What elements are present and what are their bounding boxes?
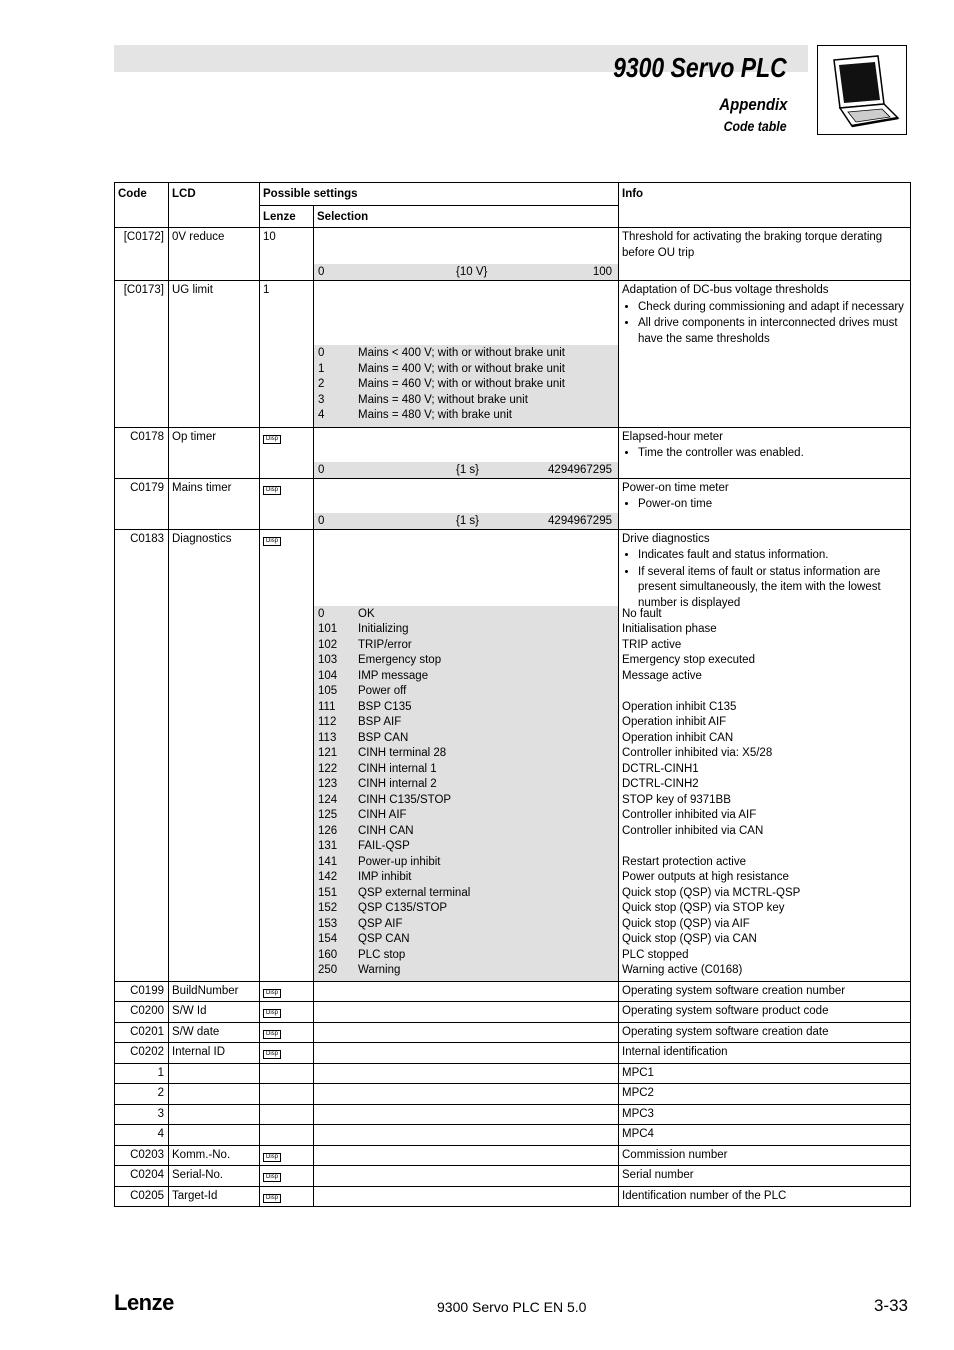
- disp-badge: Disp: [263, 1009, 281, 1018]
- list-item: [622, 839, 907, 855]
- disp-badge: Disp: [263, 1030, 281, 1039]
- list-item: 0 OK: [318, 607, 375, 620]
- subsection-title: Code table: [724, 118, 787, 134]
- list-item: Quick stop (QSP) via STOP key: [622, 902, 785, 914]
- table-row: [C0173] UG limit 1 0 Mains < 400 V; with or without brake unit 1 Mains = 400 V; with or without brake unit 2 Mains = 460 V; with or without brake unit 3 Mains = 480 V; without brake unit 4 Mains = 480 V; with brake unit Adaptation of DC-bus voltage thresholds • Check during commissioning and adapt if necessary • All drive components in interconnected drives must have the same thresholds: [115, 281, 911, 428]
- laptop-icon: [817, 45, 907, 135]
- table-row: C0178 Op timer Disp 0 {1 s} 4294967295 Elapsed-hour meter • Time the controller was enabled.: [115, 427, 911, 478]
- value-range: 0 {1 s} 4294967295: [314, 462, 618, 478]
- list-item: 126 CINH CAN: [318, 824, 414, 837]
- list-item: 121 CINH terminal 28: [318, 747, 447, 759]
- header-lcd: LCD: [169, 183, 260, 228]
- list-item: Message active: [622, 669, 702, 682]
- list-item: Emergency stop executed: [622, 654, 755, 666]
- list-item: No fault: [622, 607, 662, 620]
- disp-badge: Disp: [263, 1153, 281, 1162]
- table-row: C0203 Komm.-No. Disp Commission number: [115, 1145, 911, 1166]
- table-row: C0199 BuildNumber Disp Operating system software creation number: [115, 981, 911, 1002]
- list-item: 131 FAIL-QSP: [318, 840, 410, 852]
- list-item: Restart protection active: [622, 855, 747, 868]
- list-item: 113 BSP CAN: [318, 731, 409, 744]
- table-row: C0183 Diagnostics Disp 0 OK 101 Initializing 102 TRIP/error 103 Emergency stop 104 IMP message 105 Power off 111 BSP C135 112 BSP AIF 113 BSP CAN 121 CINH terminal 28 122 CINH internal 1 123 CINH internal 2 124 CINH C135/STOP 125 CINH AIF 126 CINH CAN 131 FAIL-QSP 141 Power-up inhibit 142 IMP inhibit 151 QSP external terminal 152 QSP C135/STOP 153 QSP AIF 154 QSP CAN 160 PLC stop 250 Warning Drive diagnostics • Indicates fault and status information. • If several items of fault or status information are present simultaneously, the item with the lowest number is displayed No fault Initialisation phase TRIP active Emergency stop executed Message active Operation inhibit C135 Operation inhibit AIF Operation inhibit CAN Controller inhibited via: X5/28 DCTRL-CINH1 DCTRL-CINH2 STOP key of 9371BB Controller inhibited via AIF Controller inhibited via CAN Restart protection active Power outputs at high resistance Quick stop (QSP) via MCTRL-QSP Quick stop (QSP) via STOP key Quick stop (QSP) via AIF Quick stop (QSP) via CAN PLC stopped Warning active (C0168): [115, 529, 911, 981]
- list-item: 122 CINH internal 1: [318, 762, 437, 775]
- page-number: 3-33: [873, 1296, 908, 1315]
- list-item: 125 CINH AIF: [318, 809, 407, 821]
- list-item: 103 Emergency stop: [318, 654, 442, 666]
- table-row: C0201 S/W date Disp Operating system software creation date: [115, 1022, 911, 1043]
- disp-badge: Disp: [263, 1194, 281, 1203]
- list-item: Controller inhibited via: X5/28: [622, 747, 773, 759]
- list-item: 124 CINH C135/STOP: [318, 793, 452, 806]
- disp-badge: Disp: [263, 537, 281, 546]
- list-item: DCTRL-CINH1: [622, 762, 699, 775]
- list-item: Warning active (C0168): [622, 964, 743, 976]
- header-possible-settings: Possible settings: [260, 183, 619, 206]
- list-item: Quick stop (QSP) via CAN: [622, 933, 757, 945]
- list-item: Quick stop (QSP) via MCTRL-QSP: [622, 886, 801, 899]
- lenze-logo: Lenze: [114, 1290, 174, 1315]
- header-code: Code: [115, 183, 169, 228]
- disp-badge: Disp: [263, 486, 281, 495]
- header-info: Info: [619, 183, 911, 228]
- list-item: Controller inhibited via CAN: [622, 824, 764, 837]
- list-item: 101 Initializing: [318, 623, 409, 635]
- list-item: 151 QSP external terminal: [318, 886, 471, 899]
- list-item: 153 QSP AIF: [318, 917, 403, 930]
- list-item: 154 QSP CAN: [318, 933, 410, 945]
- list-item: PLC stopped: [622, 948, 689, 961]
- list-item: Operation inhibit AIF: [622, 716, 727, 728]
- table-row: C0205 Target-Id Disp Identification number of the PLC: [115, 1186, 911, 1207]
- table-row: C0204 Serial-No. Disp Serial number: [115, 1166, 911, 1187]
- disp-badge: Disp: [263, 1173, 281, 1182]
- disp-badge: Disp: [263, 1050, 281, 1059]
- list-item: Quick stop (QSP) via AIF: [622, 917, 750, 930]
- option-list: 0 Mains < 400 V; with or without brake unit 1 Mains = 400 V; with or without brake unit 2 Mains = 460 V; with or without brake unit 3 Mains = 480 V; without brake unit 4 Mains = 480 V; with brake unit: [314, 345, 618, 427]
- value-range: 0 {1 s} 4294967295: [314, 513, 618, 529]
- table-row: 4 MPC4: [115, 1125, 911, 1146]
- list-item: 104 IMP message: [318, 669, 429, 682]
- list-item: 102 TRIP/error: [318, 638, 412, 651]
- list-item: Operation inhibit C135: [622, 700, 737, 713]
- header-selection: Selection: [314, 205, 619, 228]
- list-item: Initialisation phase: [622, 623, 717, 635]
- list-item: 250 Warning: [318, 964, 401, 976]
- disp-badge: Disp: [263, 989, 281, 998]
- list-item: Operation inhibit CAN: [622, 731, 734, 744]
- table-row: [C0172] 0V reduce 10 0 {10 V} 100 Threshold for activating the braking torque derating before OU trip: [115, 228, 911, 281]
- list-item: 123 CINH internal 2: [318, 778, 437, 790]
- table-row: C0202 Internal ID Disp Internal identification: [115, 1043, 911, 1064]
- page-title: 9300 Servo PLC: [613, 52, 787, 83]
- header-lenze: Lenze: [260, 205, 314, 228]
- list-item: TRIP active: [622, 638, 682, 651]
- list-item: 111 BSP C135: [318, 700, 412, 713]
- list-item: Power outputs at high resistance: [622, 871, 789, 883]
- table-row: C0179 Mains timer Disp 0 {1 s} 4294967295 Power-on time meter • Power-on time: [115, 478, 911, 529]
- option-list: [314, 606, 618, 981]
- list-item: 141 Power-up inhibit: [318, 855, 441, 868]
- list-item: DCTRL-CINH2: [622, 778, 699, 790]
- list-item: 105 Power off: [318, 685, 407, 697]
- document-id: 9300 Servo PLC EN 5.0: [437, 1299, 587, 1315]
- value-range: 0 {10 V} 100: [314, 264, 618, 280]
- table-row: 2 MPC2: [115, 1084, 911, 1105]
- disp-badge: Disp: [263, 435, 281, 444]
- list-item: 112 BSP AIF: [318, 716, 402, 728]
- list-item: STOP key of 9371BB: [622, 793, 731, 806]
- table-row: 3 MPC3: [115, 1104, 911, 1125]
- list-item: 152 QSP C135/STOP: [318, 902, 448, 914]
- table-row: 1 MPC1: [115, 1063, 911, 1084]
- list-item: 142 IMP inhibit: [318, 871, 412, 883]
- list-item: Controller inhibited via AIF: [622, 809, 757, 821]
- table-row: C0200 S/W Id Disp Operating system software product code: [115, 1002, 911, 1023]
- list-item: [622, 684, 907, 700]
- list-item: 160 PLC stop: [318, 948, 406, 961]
- code-table: [114, 182, 911, 1207]
- section-title: Appendix: [718, 95, 787, 114]
